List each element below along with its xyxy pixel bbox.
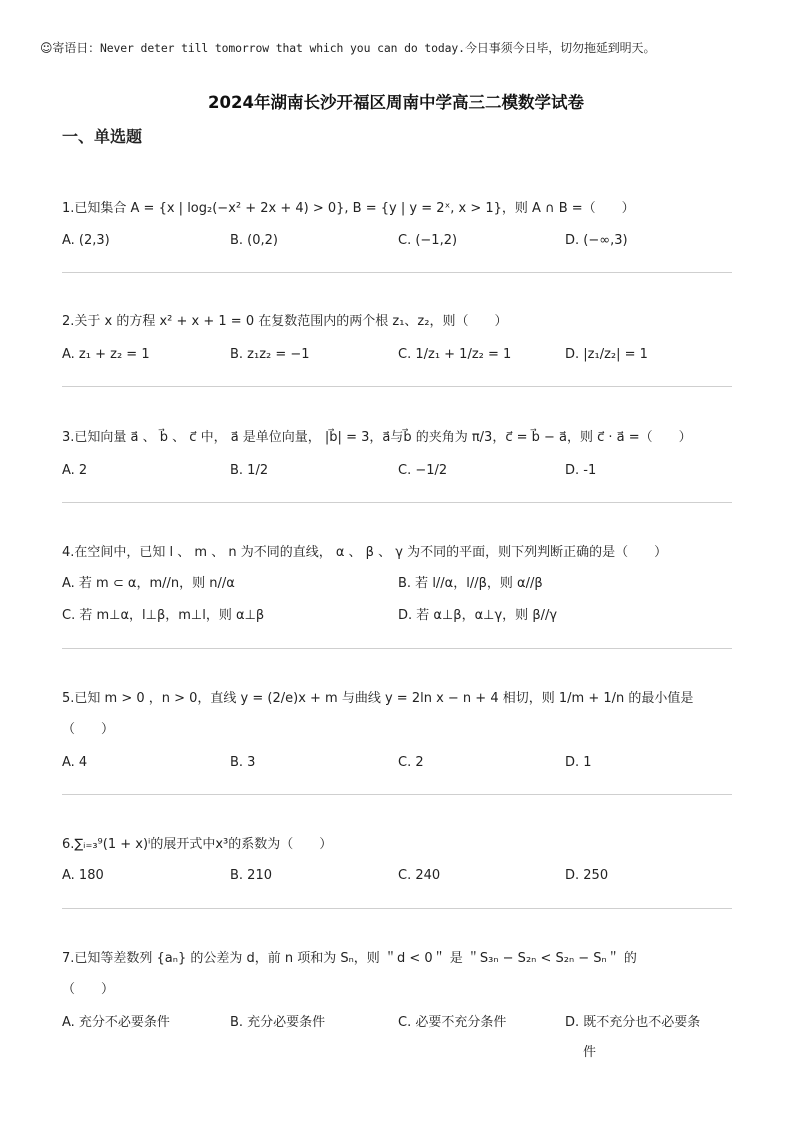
divider [62,794,732,795]
q1-option-a: A. (2,3) [62,233,110,248]
question-1-stem: 1.已知集合 A = {x | log₂(−x² + 2x + 4) > 0}, B = {y | y = 2ˣ, x > 1}，则 A ∩ B =（ ） [62,201,635,216]
q7-option-a: A. 充分不必要条件 [62,1015,170,1030]
page-title: 2024年湖南长沙开福区周南中学高三二模数学试卷 [208,93,584,112]
divider [62,272,732,273]
question-7-stem: 7.已知等差数列 {aₙ} 的公差为 d，前 n 项和为 Sₙ，则 ＂d < 0＂ 是 ＂S₃ₙ − S₂ₙ < S₂ₙ − Sₙ＂ 的 [62,951,637,966]
q1-option-c: C. (−1,2) [398,233,458,248]
divider [62,502,732,503]
q3-option-b: B. 1/2 [230,463,269,478]
q5-option-d: D. 1 [565,755,592,770]
divider [62,648,732,649]
q6-option-c: C. 240 [398,868,441,883]
divider [62,908,732,909]
q3-option-d: D. -1 [565,463,597,478]
q3-option-a: A. 2 [62,463,88,478]
q7-option-d: D. 既不充分也不必要条 [565,1015,701,1030]
divider [62,386,732,387]
q4-option-b: B. 若 l//α，l//β，则 α//β [398,576,543,591]
question-2-stem: 2.关于 x 的方程 x² + x + 1 = 0 在复数范围内的两个根 z₁、z₂，则（ ） [62,314,508,329]
q5-option-b: B. 3 [230,755,256,770]
q7-option-b: B. 充分必要条件 [230,1015,326,1030]
q4-option-d: D. 若 α⊥β，α⊥γ，则 β//γ [398,608,558,623]
q1-option-d: D. (−∞,3) [565,233,628,248]
q4-option-c: C. 若 m⊥α，l⊥β，m⊥l，则 α⊥β [62,608,265,623]
question-4-stem: 4.在空间中，已知 l 、 m 、 n 为不同的直线， α 、 β 、 γ 为不同的平面，则下列判断正确的是（ ） [62,545,668,560]
q2-option-b: B. z₁z₂ = −1 [230,347,310,362]
q7-option-d-continued: 件 [583,1045,597,1060]
q6-option-d: D. 250 [565,868,609,883]
question-6-stem: 6.∑ᵢ₌₃⁹(1 + x)ⁱ的展开式中x³的系数为（ ） [62,837,333,852]
question-3-stem: 3.已知向量 a⃗ 、 b⃗ 、 c⃗ 中， a⃗ 是单位向量， |b⃗| = 3，a⃗与b⃗ 的夹角为 π/3，c⃗ = b⃗ − a⃗，则 c⃗ · a⃗ =（ ） [62,430,692,445]
q7-answer-paren: （ ） [62,982,115,997]
q5-option-c: C. 2 [398,755,424,770]
q2-option-d: D. |z₁/z₂| = 1 [565,347,648,362]
q5-answer-paren: （ ） [62,722,115,737]
q2-option-a: A. z₁ + z₂ = 1 [62,347,150,362]
section-heading: 一、单选题 [62,127,143,146]
q7-option-c: C. 必要不充分条件 [398,1015,507,1030]
motto: ☺寄语日：Never deter till tomorrow that which you can do today.今日事须今日毕，切勿拖延到明天。 [40,41,656,55]
q2-option-c: C. 1/z₁ + 1/z₂ = 1 [398,347,512,362]
q6-option-a: A. 180 [62,868,104,883]
q5-option-a: A. 4 [62,755,88,770]
q3-option-c: C. −1/2 [398,463,448,478]
q6-option-b: B. 210 [230,868,272,883]
question-5-stem: 5.已知 m > 0 ，n > 0，直线 y = (2/e)x + m 与曲线 y = 2ln x − n + 4 相切，则 1/m + 1/n 的最小值是 [62,691,694,706]
q4-option-a: A. 若 m ⊂ α，m//n，则 n//α [62,576,235,591]
q1-option-b: B. (0,2) [230,233,279,248]
